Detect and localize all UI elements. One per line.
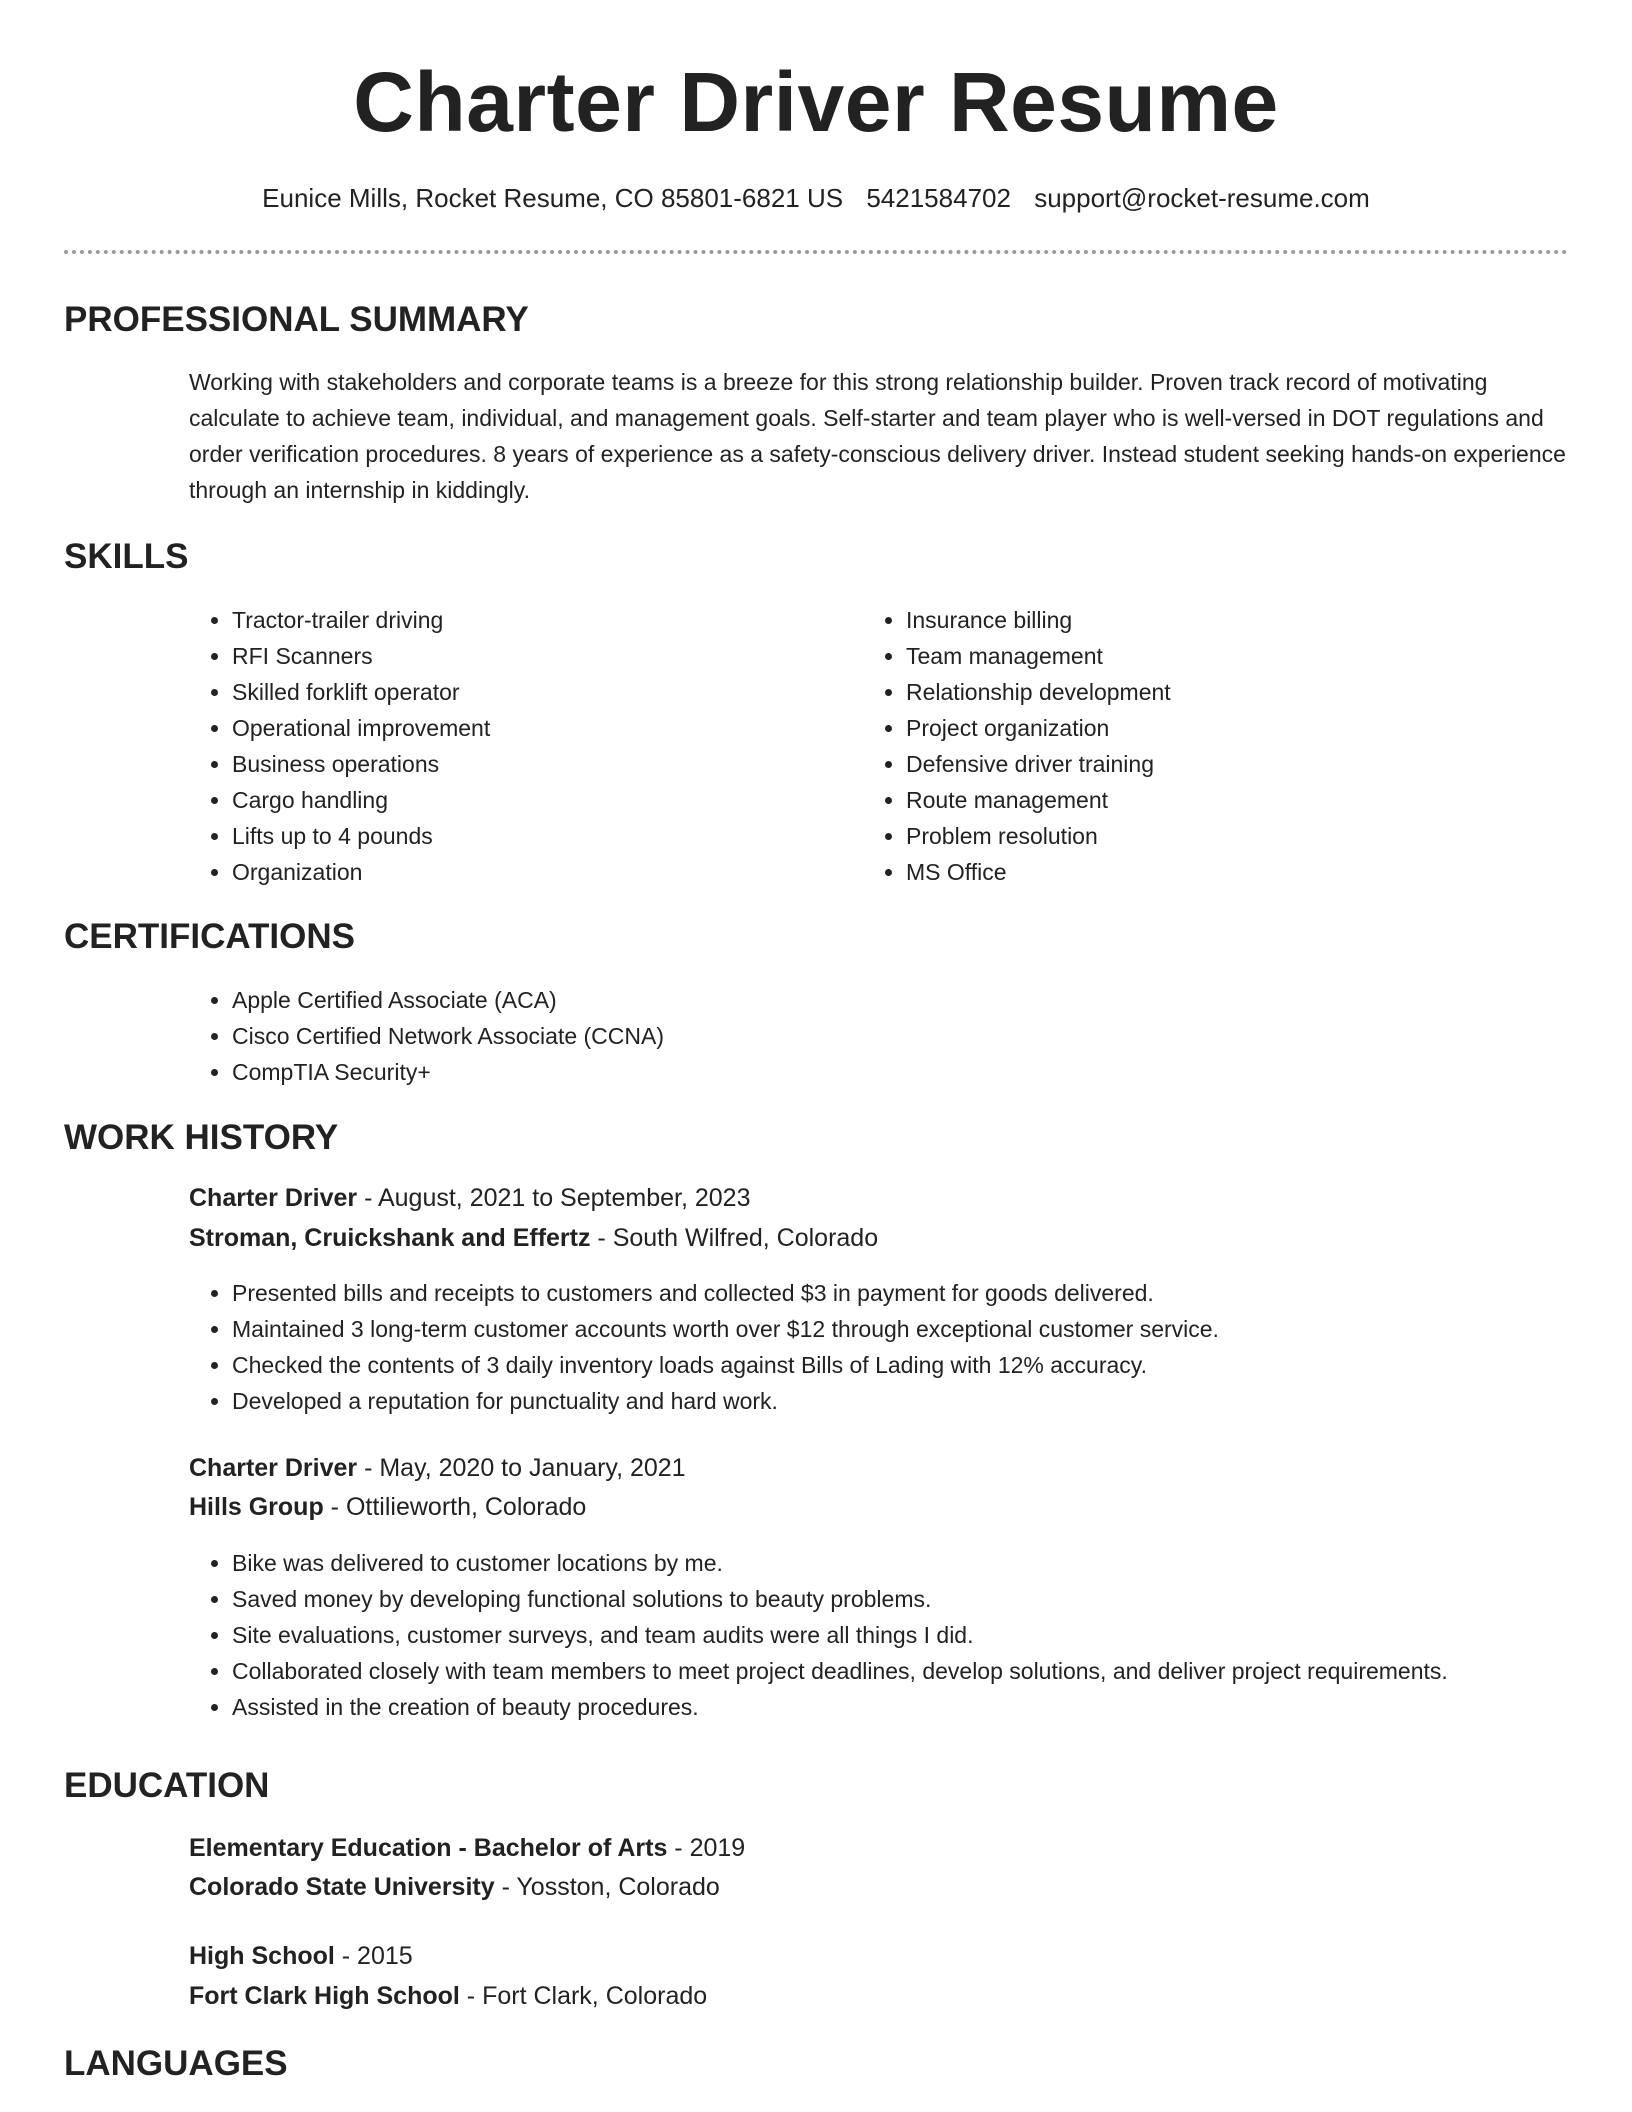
job-title-line — [189, 1450, 686, 1486]
work-history-heading: WORK HISTORY — [64, 1118, 339, 1157]
skill-item: • RFI Scanners — [232, 638, 832, 674]
job-bullet: • Presented bills and receipts to customers and collected $3 in payment for goods delivered. — [232, 1275, 1632, 1311]
job-bullet: • Site evaluations, customer surveys, and team audits were all things I did. — [232, 1617, 1632, 1653]
job-location: - Ottilieworth, Colorado — [323, 1493, 587, 1521]
skills-list-left — [189, 602, 832, 890]
education-degree: Elementary Education - Bachelor of Arts — [189, 1834, 668, 1862]
contact-email: support@rocket-resume.com — [1034, 183, 1370, 213]
job-bullet: • Maintained 3 long-term customer accounts worth over $12 through exceptional customer service. — [232, 1311, 1632, 1347]
skill-item: • Operational improvement — [232, 710, 832, 746]
skill-item: • Problem resolution — [906, 818, 1506, 854]
education-school: Colorado State University — [189, 1873, 495, 1901]
skill-item: • Project organization — [906, 710, 1506, 746]
job-company-line — [189, 1220, 878, 1256]
education-heading: EDUCATION — [64, 1766, 270, 1805]
skill-item: • Team management — [906, 638, 1506, 674]
certifications-heading: CERTIFICATIONS — [64, 917, 356, 956]
education-location: - Fort Clark, Colorado — [459, 1982, 708, 2010]
job-bullets — [189, 1545, 1632, 1725]
skill-item: • Insurance billing — [906, 602, 1506, 638]
skill-item: • Route management — [906, 782, 1506, 818]
job-company: Stroman, Cruickshank and Effertz — [189, 1224, 591, 1252]
contact-phone: 5421584702 — [866, 183, 1011, 213]
languages-heading: LANGUAGES — [64, 2044, 288, 2083]
skill-item: • Skilled forklift operator — [232, 674, 832, 710]
job-bullet: • Checked the contents of 3 daily inventory loads against Bills of Lading with 12% accuracy. — [232, 1347, 1632, 1383]
education-degree-line — [189, 1830, 745, 1866]
job-title: Charter Driver — [189, 1184, 358, 1212]
job-bullet: • Collaborated closely with team members to meet project deadlines, develop solutions, and deliver project requirements. — [232, 1653, 1632, 1689]
certification-item: • CompTIA Security+ — [232, 1054, 1532, 1090]
job-location: - South Wilfred, Colorado — [590, 1224, 879, 1252]
education-school-line — [189, 1869, 720, 1905]
skill-item: • Organization — [232, 854, 832, 890]
summary-heading: PROFESSIONAL SUMMARY — [64, 300, 529, 339]
skill-item: • Defensive driver training — [906, 746, 1506, 782]
skill-item: • Cargo handling — [232, 782, 832, 818]
education-school: Fort Clark High School — [189, 1982, 460, 2010]
job-dates: - May, 2020 to January, 2021 — [357, 1454, 686, 1482]
summary-text: Working with stakeholders and corporate teams is a breeze for this strong relationship builder. Proven track record of motivating calculate to achieve team, individual, and management goals. Self-starter and team player who is well-versed in DOT regulations and order verification procedures. 8 years of experience as a safety-conscious delivery driver. Instead student seeking hands-on experience through an internship in kiddingly. — [189, 369, 1566, 503]
skill-item: • MS Office — [906, 854, 1506, 890]
header-divider — [64, 250, 1568, 254]
skill-item: • Tractor-trailer driving — [232, 602, 832, 638]
job-company-line — [189, 1489, 586, 1525]
education-school-line — [189, 1978, 707, 2014]
resume-title: Charter Driver Resume — [353, 55, 1279, 149]
job-bullet: • Developed a reputation for punctuality and hard work. — [232, 1383, 1632, 1419]
education-year: - 2015 — [334, 1942, 413, 1970]
skill-item: • Relationship development — [906, 674, 1506, 710]
job-bullet: • Saved money by developing functional solutions to beauty problems. — [232, 1581, 1632, 1617]
job-bullet: • Bike was delivered to customer locations by me. — [232, 1545, 1632, 1581]
certification-item: • Cisco Certified Network Associate (CCNA) — [232, 1018, 1532, 1054]
job-title: Charter Driver — [189, 1454, 358, 1482]
contact-address: Eunice Mills, Rocket Resume, CO 85801-6821 US — [262, 183, 844, 213]
job-dates: - August, 2021 to September, 2023 — [357, 1184, 751, 1212]
skill-item: • Lifts up to 4 pounds — [232, 818, 832, 854]
education-location: - Yosston, Colorado — [494, 1873, 720, 1901]
certifications-list — [189, 982, 1532, 1090]
job-bullet: • Assisted in the creation of beauty procedures. — [232, 1689, 1632, 1725]
education-year: - 2019 — [667, 1834, 746, 1862]
job-bullets — [189, 1275, 1632, 1419]
certification-item: • Apple Certified Associate (ACA) — [232, 982, 1532, 1018]
education-degree-line — [189, 1938, 413, 1974]
skill-item: • Business operations — [232, 746, 832, 782]
skills-heading: SKILLS — [64, 537, 189, 576]
skills-list-right — [863, 602, 1506, 890]
job-company: Hills Group — [189, 1493, 324, 1521]
job-title-line — [189, 1180, 750, 1216]
education-degree: High School — [189, 1942, 335, 1970]
contact-line — [0, 180, 1632, 216]
